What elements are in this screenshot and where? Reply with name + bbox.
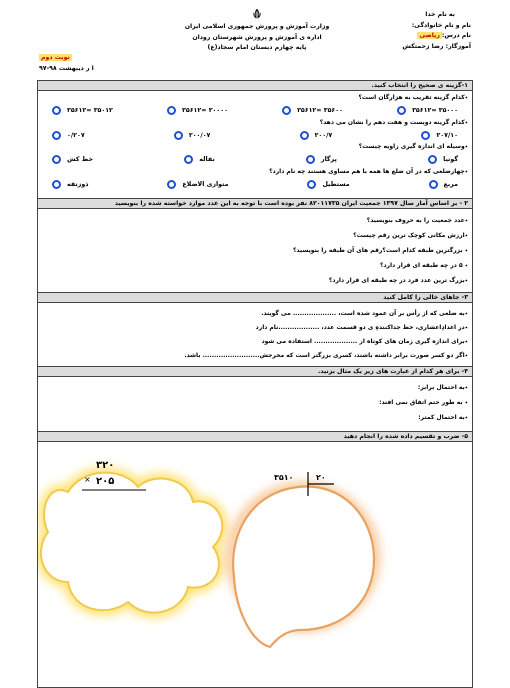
- work-area-drawing: [38, 442, 474, 662]
- blank-sentence: ٭اگر دو کسر صورت برابر داشته باشند، کسری بزرگتر است که مخرجش......................... باشد.: [184, 352, 468, 359]
- speech-bubble: [233, 487, 374, 647]
- header-center: [157, 8, 357, 54]
- turn-badge: نوبت دوم: [41, 54, 70, 61]
- blank-sentence: ٭برای اندازه گیری زمان های کوتاه از ................... استفاده می شود: [261, 338, 468, 345]
- exam-header: [37, 8, 473, 80]
- iran-emblem-icon: [251, 8, 263, 20]
- option[interactable]: گونیا: [428, 155, 458, 164]
- blank-sentence: ٭در اعدادِاعشاری، خط جداکنندهِ ی دو قسمت عدد، ..................نام دارد: [255, 324, 468, 331]
- fill-line: ٭عدد جمعیت را به حروف بنویسید؟: [366, 217, 468, 224]
- header-right: [402, 10, 471, 52]
- option[interactable]: ۰/۲۰۷: [52, 131, 85, 140]
- option[interactable]: ۳۰۰۰۰ =۳۵۶۱۲: [167, 106, 228, 115]
- teacher-field: آموزگار: رضا زحمتکش: [402, 42, 471, 50]
- radio-circle-icon[interactable]: [167, 180, 176, 189]
- section-2-title: ۲ - بر اساس آمار سال ۱۳۹۷ جمعیت ایران ۸۲۰۱۱۷۳۵ نفر بوده است با توجه به این عدد موارد خواسته شده را بنویسید: [37, 198, 473, 209]
- section-4: [37, 377, 473, 431]
- exam-date: ا ر دیبهشت ۹۸-۹۷: [39, 65, 94, 72]
- question: ٭چهارضلعی که در آن ضلع ها همه با هم مساوی هستند چه نام دارد؟: [269, 167, 468, 175]
- radio-circle-icon[interactable]: [306, 155, 315, 164]
- options-row: [42, 153, 468, 167]
- section-5: [37, 442, 473, 688]
- ministry-line: وزارت آموزش و پرورش جمهوری اسلامی ایران: [184, 23, 330, 30]
- radio-circle-icon[interactable]: [184, 155, 193, 164]
- office-line: اداره ی آموزش و پرورش شهرستان رودان: [192, 33, 322, 41]
- option[interactable]: ۳۵۰۱۲ =۳۵۶۱۲: [52, 106, 113, 115]
- fill-line: ٭بزرگ ترین عدد فرد در چه طبقه ای قرار دارد؟: [328, 277, 468, 284]
- option[interactable]: نقاله: [184, 155, 214, 164]
- radio-circle-icon[interactable]: [300, 131, 309, 140]
- radio-circle-icon[interactable]: [52, 180, 61, 189]
- option[interactable]: ۳۵۶۰۰ =۳۵۶۱۲: [282, 106, 343, 115]
- options-row: [42, 104, 468, 118]
- radio-circle-icon[interactable]: [52, 106, 61, 115]
- section-3: [37, 303, 473, 366]
- fill-line: ٭ بزرگترین طبقه کدام است؟رقم های آن طبقه را بنویسید؟: [292, 247, 468, 254]
- section-3-title: ۳- جاهای خالی را کامل کنید: [37, 292, 473, 303]
- option[interactable]: ۲۰۰/۷: [300, 131, 333, 140]
- radio-circle-icon[interactable]: [397, 106, 406, 115]
- subject-field: نام درس:: [441, 32, 471, 39]
- blank-sentence: ٭به ضلعی که از رأس بر آن عمود شده است، ................... می گویند.: [261, 310, 468, 317]
- school-line: پایه چهارم دبستان امام سجاد(ع): [207, 44, 307, 51]
- header-left: [39, 52, 94, 74]
- divisor: ۲۰: [316, 473, 326, 482]
- section-2: [37, 209, 473, 292]
- multiplicand: ۳۲۰: [96, 460, 115, 471]
- example-line: ٭ به طور حتم اتفاق نمی افتد:: [379, 399, 468, 406]
- radio-circle-icon[interactable]: [167, 106, 176, 115]
- radio-circle-icon[interactable]: [421, 131, 430, 140]
- subject-value: ریاضی: [419, 32, 440, 39]
- name-field: نام و نام خانوادگی:: [411, 21, 471, 29]
- options-row: [42, 177, 468, 191]
- section-5-title: ۵- ضرب و تقسیم داده شده را انجام دهید: [37, 431, 473, 442]
- option[interactable]: ۲۰۰/۰۷: [174, 131, 211, 140]
- multiply-sign: ×: [84, 475, 91, 484]
- radio-circle-icon[interactable]: [174, 131, 183, 140]
- radio-circle-icon[interactable]: [52, 131, 61, 140]
- top-label: به نام خدا: [425, 11, 455, 18]
- fill-line: ٭ارزش مکانی کوچک ترین رقم چیست؟: [353, 232, 468, 239]
- option[interactable]: ۳۵۰۰۰ =۳۵۶۱۲: [397, 106, 458, 115]
- option[interactable]: خط کش: [52, 155, 93, 164]
- section-4-title: ۴- برای هر کدام از عبارت های زیر یک مثال بزنید.: [37, 366, 473, 377]
- subject-row: [402, 31, 471, 42]
- section-1: [37, 91, 473, 198]
- option[interactable]: مربع: [429, 180, 458, 189]
- section-1-title: ۱-گزینه ی صحیح را انتخاب کنید.: [37, 80, 473, 91]
- dividend: ۳۵۱۰: [274, 473, 294, 482]
- question: ٭وسیله ای اندازه گیری زاویه چیست؟: [358, 143, 468, 150]
- question: ٭کدام گزینه تقریب به هزارگان است؟: [358, 94, 468, 101]
- radio-circle-icon[interactable]: [429, 180, 438, 189]
- options-row: [42, 128, 468, 142]
- radio-circle-icon[interactable]: [52, 155, 61, 164]
- option[interactable]: متوازی الاضلاع: [167, 180, 228, 189]
- option[interactable]: ذوزنقه: [52, 180, 89, 189]
- exam-page: [37, 8, 473, 648]
- radio-circle-icon[interactable]: [282, 106, 291, 115]
- example-line: ٭به احتمال برابر:: [417, 384, 468, 391]
- fill-line: ٭ ۵ در چه طبقه ای قرار دارد؟: [380, 262, 468, 269]
- example-line: ٭به احتمال کمتر:: [418, 414, 468, 421]
- question: ٭کدام گزینه دویست و هفت دهم را نشان می دهد؟: [319, 118, 468, 126]
- option[interactable]: پرگار: [306, 155, 337, 164]
- radio-circle-icon[interactable]: [307, 180, 316, 189]
- radio-circle-icon[interactable]: [428, 155, 437, 164]
- multiplier: ۲۰۵: [96, 476, 115, 487]
- option[interactable]: مستطیل: [307, 180, 349, 189]
- option[interactable]: ۲۰۷/۱۰: [421, 131, 458, 140]
